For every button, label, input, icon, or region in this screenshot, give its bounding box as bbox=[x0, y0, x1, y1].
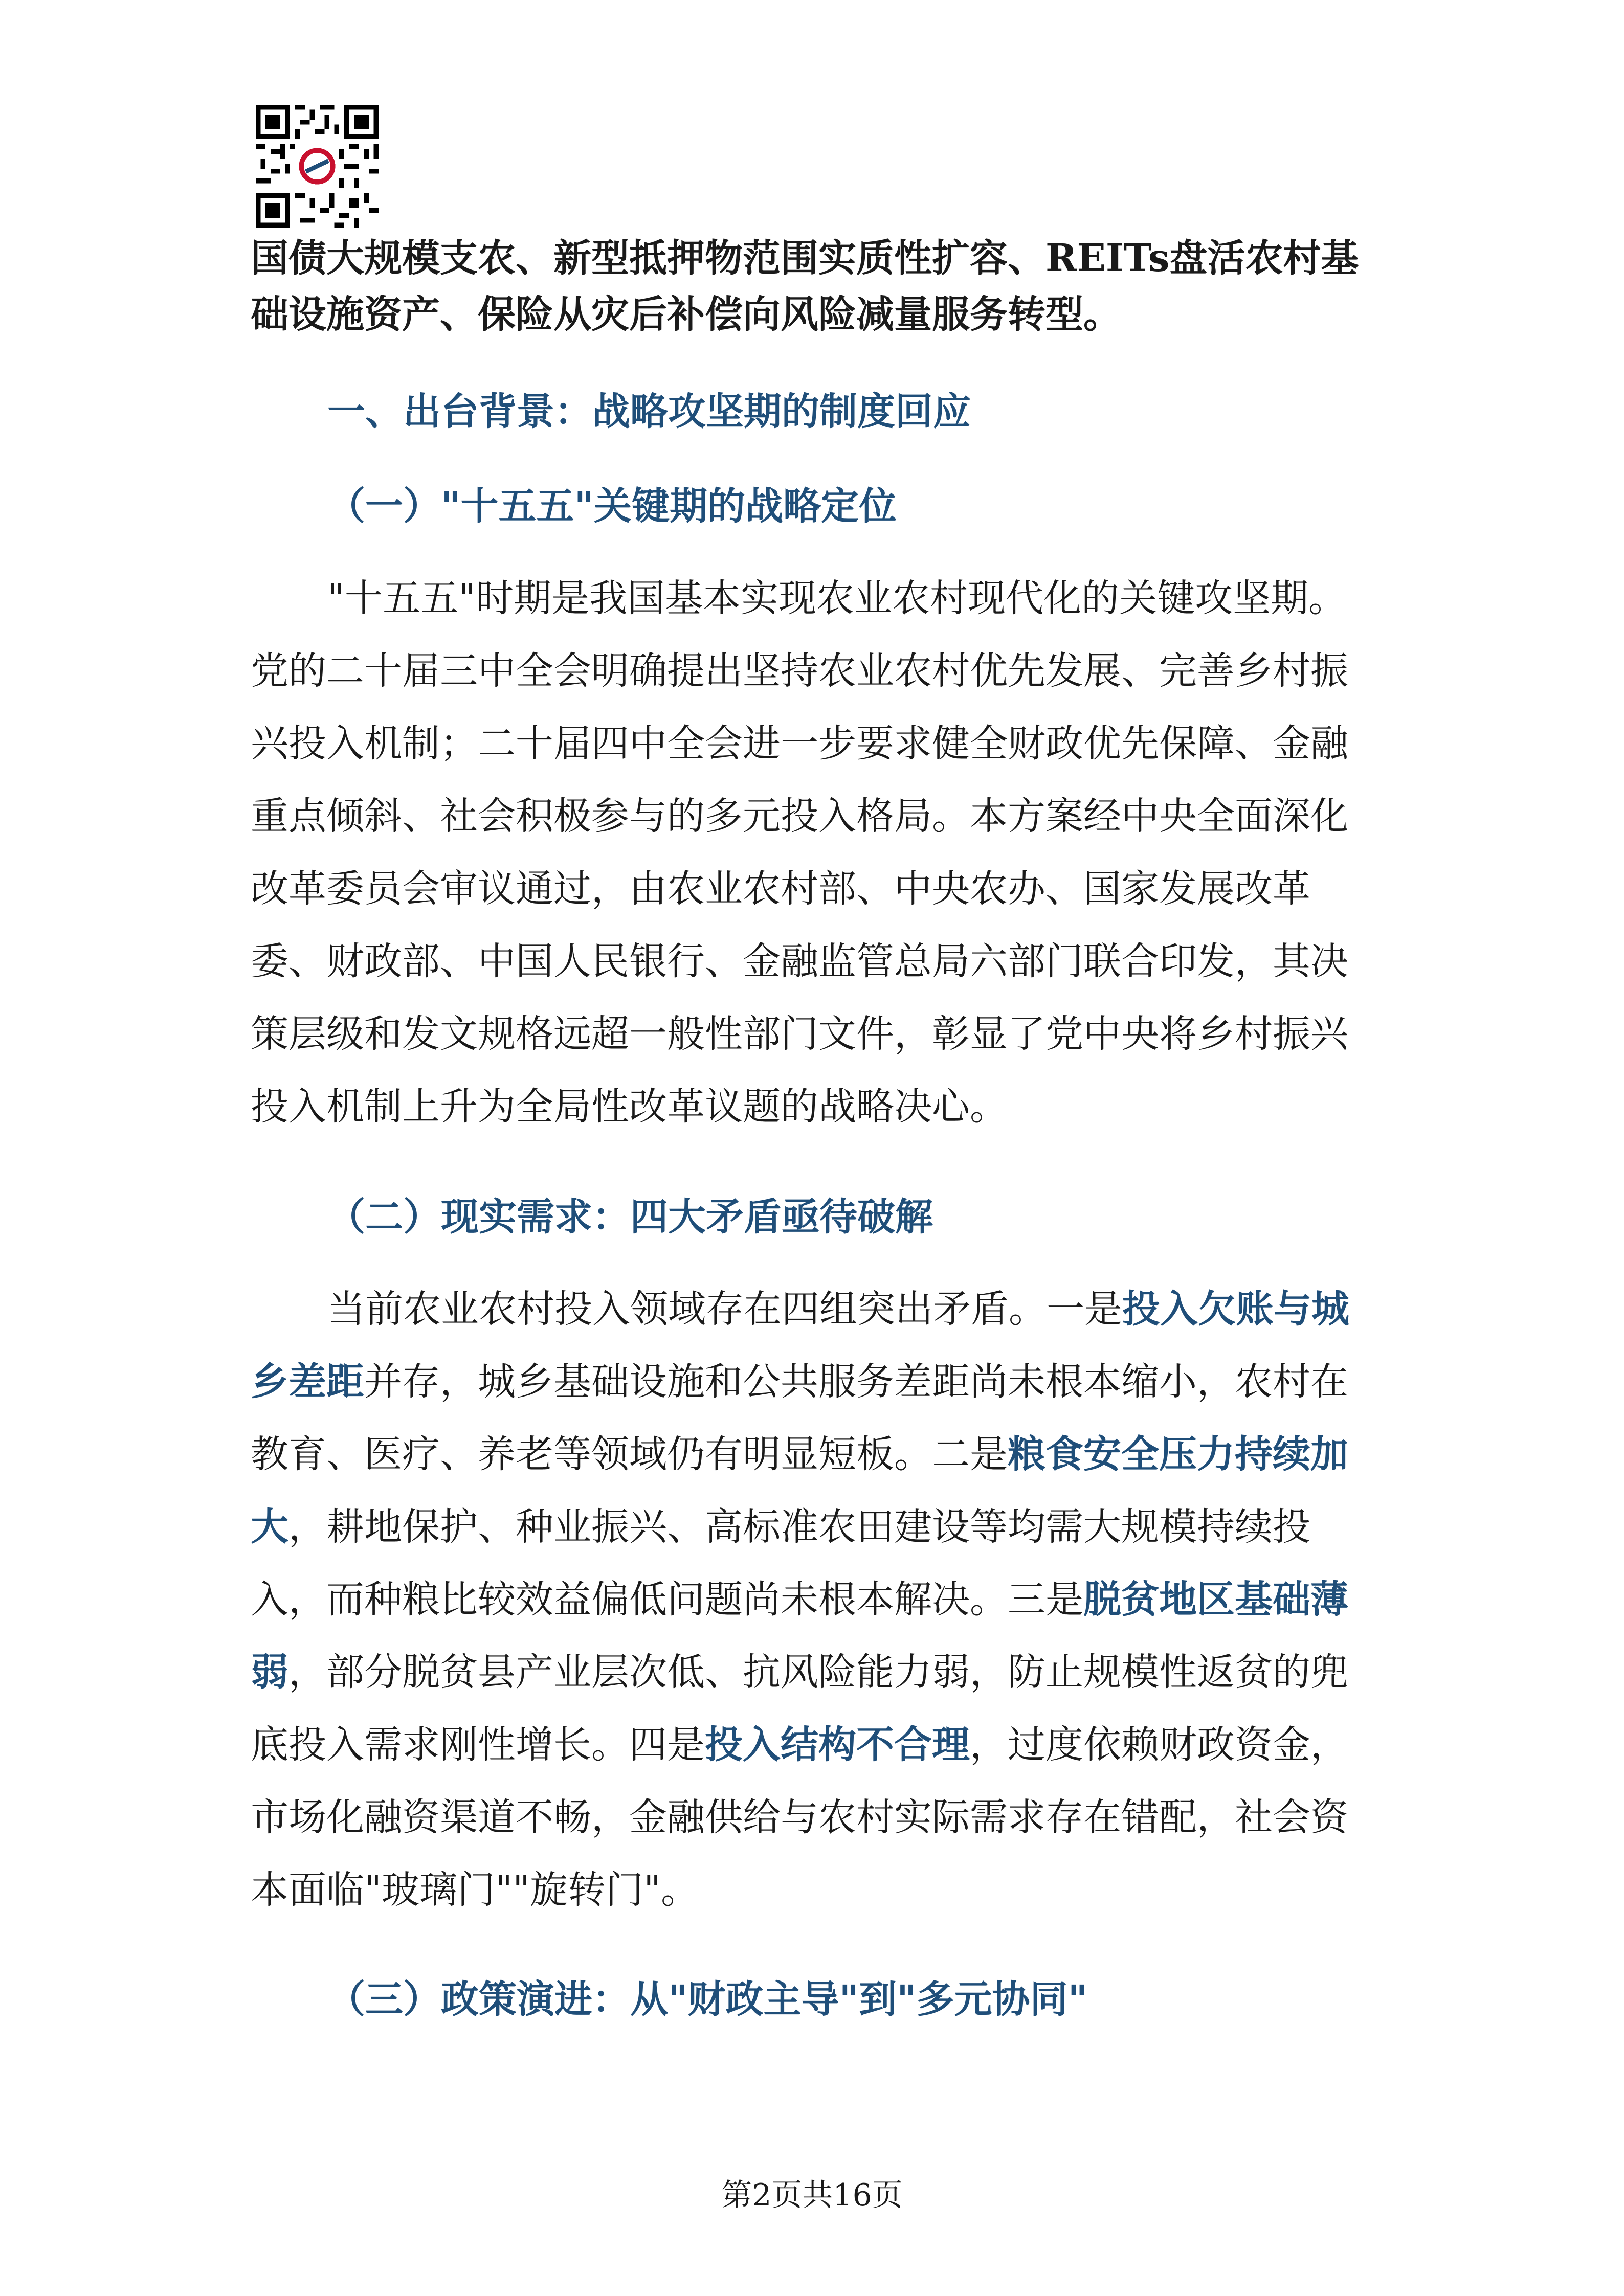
paragraph-1-line-8: 投入机制上升为全局性改革议题的战略决心。 bbox=[251, 1085, 1008, 1129]
text-run: 当前农业农村投入领域存在四组突出矛盾。一是 bbox=[327, 1287, 1122, 1331]
text-run: 入，而种粮比较效益偏低问题尚未根本解决。三是 bbox=[251, 1578, 1083, 1622]
paragraph-2-line-1 bbox=[327, 1284, 1349, 1335]
paragraph-1-line-3: 兴投入机制；二十届四中全会进一步要求健全财政优先保障、金融 bbox=[251, 722, 1348, 766]
section-heading-1: 一、出台背景：战略攻坚期的制度回应 bbox=[327, 390, 971, 434]
paragraph-1-line-6: 委、财政部、中国人民银行、金融监管总局六部门联合印发，其决 bbox=[251, 939, 1348, 983]
paragraph-1-line-5: 改革委员会审议通过，由农业农村部、中央农办、国家发展改革 bbox=[251, 867, 1310, 911]
emphasis-text: 大 bbox=[251, 1505, 288, 1549]
lead-line-1: 国债大规模支农、新型抵押物范围实质性扩容、REITs盘活农村基 bbox=[251, 236, 1359, 280]
emphasis-text: 粮食安全压力持续加 bbox=[1008, 1432, 1348, 1476]
paragraph-2-line-7 bbox=[251, 1719, 1348, 1770]
paragraph-2-line-5 bbox=[251, 1574, 1348, 1625]
emphasis-text: 投入结构不合理 bbox=[705, 1723, 970, 1767]
paragraph-1-line-1: "十五五"时期是我国基本实现农业农村现代化的关键攻坚期。 bbox=[327, 576, 1347, 620]
paragraph-2-line-2 bbox=[251, 1356, 1348, 1407]
text-run: ，部分脱贫县产业层次低、抗风险能力弱，防止规模性返贫的兜 bbox=[288, 1650, 1348, 1694]
paragraph-1-line-4: 重点倾斜、社会积极参与的多元投入格局。本方案经中央全面深化 bbox=[251, 794, 1348, 838]
subsection-heading-1: （一）"十五五"关键期的战略定位 bbox=[327, 484, 897, 528]
paragraph-2-line-8: 市场化融资渠道不畅，金融供给与农村实际需求存在错配，社会资 bbox=[251, 1795, 1348, 1839]
emphasis-text: 乡差距 bbox=[251, 1360, 364, 1404]
text-run: ，过度依赖财政资金， bbox=[970, 1723, 1348, 1767]
paragraph-2-line-6 bbox=[251, 1647, 1348, 1698]
paragraph-2-line-9: 本面临"玻璃门""旋转门"。 bbox=[251, 1868, 699, 1912]
subsection-heading-2: （二）现实需求：四大矛盾亟待破解 bbox=[327, 1195, 933, 1239]
text-run: 教育、医疗、养老等领域仍有明显短板。二是 bbox=[251, 1432, 1008, 1476]
emphasis-text: 投入欠账与城 bbox=[1122, 1287, 1349, 1331]
emphasis-text: 脱贫地区基础薄 bbox=[1083, 1578, 1348, 1622]
paragraph-1-line-2: 党的二十届三中全会明确提出坚持农业农村优先发展、完善乡村振 bbox=[251, 649, 1348, 693]
text-run: ，耕地保护、种业振兴、高标准农田建设等均需大规模持续投 bbox=[288, 1505, 1310, 1549]
lead-line-2: 础设施资产、保险从灾后补偿向风险减量服务转型。 bbox=[251, 292, 1121, 336]
page-footer: 第2页共16页 bbox=[721, 2177, 903, 2213]
subsection-heading-3: （三）政策演进：从"财政主导"到"多元协同" bbox=[327, 1977, 1088, 2021]
paragraph-2-line-3 bbox=[251, 1429, 1348, 1480]
paragraph-1-line-7: 策层级和发文规格远超一般性部门文件，彰显了党中央将乡村振兴 bbox=[251, 1012, 1348, 1056]
text-run: 底投入需求刚性增长。四是 bbox=[251, 1723, 705, 1767]
paragraph-2-line-4 bbox=[251, 1501, 1310, 1552]
text-run: 并存，城乡基础设施和公共服务差距尚未根本缩小，农村在 bbox=[364, 1360, 1348, 1404]
emphasis-text: 弱 bbox=[251, 1650, 288, 1694]
qr-code-icon[interactable] bbox=[256, 105, 379, 228]
